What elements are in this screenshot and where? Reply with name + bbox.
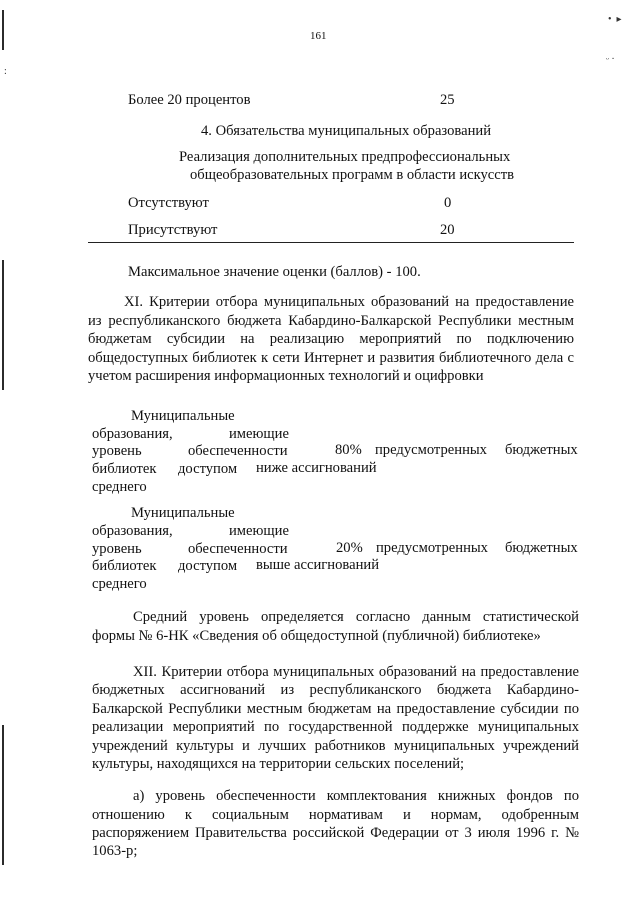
section-xii-line: культуры, находящихся на территории сельских поселений; [92,756,465,772]
criteria-1-text: Муниципальные [131,408,235,424]
scan-margin-bar [2,10,4,50]
item-a-line: отношению к социальным нормативам и нормам, одобренным [92,807,579,823]
criteria-1-text: обеспеченности [188,443,288,459]
criteria-2-text: выше ассигнований [256,557,379,573]
criteria-1-text: ниже ассигнований [256,460,377,476]
row-value: 0 [444,195,452,211]
max-score-note: Максимальное значение оценки (баллов) - 100. [128,264,421,280]
scan-speck: ᵕ · [606,54,615,65]
criteria-2-text: библиотек [92,558,157,574]
criteria-1-text: уровень [92,443,142,459]
section-xi-line: учетом расширения информационных технологий и оцифровки [88,368,484,384]
criteria-2-text: 20% [336,540,363,556]
criteria-1-text: образования, [92,426,173,442]
scan-margin-bar [2,725,4,865]
criteria-2-text: образования, [92,523,173,539]
section-xii-line: бюджетных ассигнований из республиканского бюджета Кабардино- [92,682,579,698]
criteria-2-text: бюджетных [505,540,578,556]
average-note-line: формы № 6-НК «Сведения об общедоступной (публичной) библиотеке» [92,628,541,644]
section-xii-line: учреждений культуры и лучших работников муниципальных учреждений [92,738,579,754]
section-title: 4. Обязательства муниципальных образований [201,123,492,139]
criteria-1-text: предусмотренных [375,442,487,458]
criteria-1-text: библиотек [92,461,157,477]
criteria-1-text: бюджетных [505,442,578,458]
section-xii-line: Балкарской Республики местным бюджетам на предоставление субсидии по [92,701,579,717]
average-note-line: Средний уровень определяется согласно данным статистической [133,609,579,625]
section-xi-line: XI. Критерии отбора муниципальных образований на предоставление [124,294,574,310]
item-a-line: а) уровень обеспеченности комплектования книжных фондов по [133,788,579,804]
section-xi-line: общедоступных библиотек к сети Интернет и развития библиотечного дела с [88,350,574,366]
section-xi-line: из республиканского бюджета Кабардино-Балкарской Республики местным [88,313,574,329]
subtitle-line: Реализация дополнительных предпрофессиональных [179,149,511,165]
item-a-line: 1063-р; [92,843,138,859]
scan-speck: : [4,66,7,77]
criteria-1-text: доступом [178,461,238,477]
criteria-2-text: доступом [178,558,238,574]
row-label: Присутствуют [128,222,218,238]
criteria-2-text: уровень [92,541,142,557]
criteria-1-text: имеющие [229,426,289,442]
section-xii-line: XII. Критерии отбора муниципальных образований на предоставление [133,664,579,680]
row-label: Отсутствуют [128,195,209,211]
row-value: 25 [440,92,455,108]
criteria-2-text: обеспеченности [188,541,288,557]
criteria-2-text: среднего [92,576,147,592]
criteria-2-text: предусмотренных [376,540,488,556]
section-xii-line: реализации мероприятий по государственной поддержке муниципальных [92,719,579,735]
criteria-1-text: среднего [92,479,147,495]
row-value: 20 [440,222,455,238]
criteria-2-text: Муниципальные [131,505,235,521]
criteria-2-text: имеющие [229,523,289,539]
item-a-line: распоряжением Правительства российской Федерации от 3 июля 1996 г. № [92,825,579,841]
section-xi-line: бюджетам субсидии на реализацию мероприятий по подключению [88,331,574,347]
criteria-1-text: 80% [335,442,362,458]
subtitle-line: общеобразовательных программ в области искусств [190,167,515,183]
scan-margin-bar [2,260,4,390]
page-number: 161 [310,30,327,42]
table-bottom-rule [88,242,574,243]
scan-speck: • ▸ [608,14,622,25]
row-label: Более 20 процентов [128,92,251,108]
